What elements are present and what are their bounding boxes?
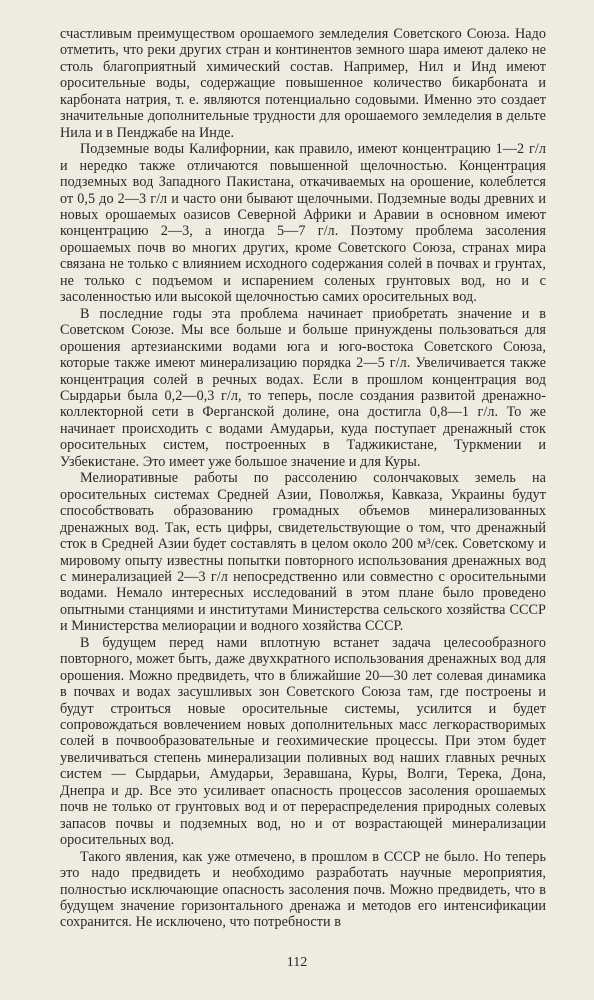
paragraph-2: Подземные воды Калифорнии, как правило, имеют концентрацию 1—2 г/л и нередко также отличаются повышенной щелочностью. Концентрация подземных вод Западного Пакистана, откачиваемых на орошение, колеблется от 0,5 до 2—3 г/л и часто они бывают щелочными. Подземные воды древних и новых орошаемых оазисов Северной Африки и Аравии в основном имеют концентрацию 2—3, а иногда 5—7 г/л. Поэтому проблема засоления орошаемых почв во многих других, кроме Советского Союза, странах мира связана не только с влиянием исходного содержания солей в почвах и грунтах, не только с подъемом и испарением соленых грунтовых вод, но и с засоленностью или высокой щелочностью самих оросительных вод.	[60, 141, 546, 306]
paragraph-4: Мелиоративные работы по рассолению солончаковых земель на оросительных системах Средней Азии, Поволжья, Кавказа, Украины будут способствовать образованию громадных объемов минерализованных дренажных вод. Так, есть цифры, свидетельствующие о том, что дренажный сток в Средней Азии будет составлять в целом около 200 м³/сек. Советскому и мировому опыту известны попытки повторного использования дренажных вод с минерализацией 2—3 г/л непосредственно или совместно с оросительными водами. Немало интересных исследований в этом плане было проведено опытными станциями и институтами Министерства сельского хозяйства СССР и Министерства мелиорации и водного хозяйства СССР.	[60, 470, 546, 635]
paragraph-5: В будущем перед нами вплотную встанет задача целесообразного повторного, может быть, даже двухкратного использования дренажных вод для орошения. Можно предвидеть, что в ближайшие 20—30 лет солевая динамика в почвах и водах засушливых зон Советского Союза там, где построены и будут строиться новые оросительные системы, усилится и будет сопровождаться вовлечением новых дополнительных масс легкорастворимых солей в почвообразовательные и геохимические процессы. При этом будет увеличиваться степень минерализации поливных вод наших главных речных систем — Сырдарьи, Амударьи, Зеравшана, Куры, Волги, Терека, Дона, Днепра и др. Все это усиливает опасность процессов засоления орошаемых почв не только от грунтовых вод и от перераспределения природных солевых запасов почвы и подземных вод, но и от возрастающей минерализации оросительных вод.	[60, 634, 546, 849]
paragraph-3: В последние годы эта проблема начинает приобретать значение и в Советском Союзе. Мы все больше и больше принуждены пользоваться для орошения артезианскими водами юга и юго-востока Советского Союза, которые также имеют минерализацию порядка 2—5 г/л. Увеличивается также концентрация солей в речных водах. Если в прошлом концентрация вод Сырдарьи была 0,2—0,3 г/л, то теперь, после создания развитой дренажно-коллекторной сети в Ферганской долине, она достигла 0,8—1 г/л. То же начинает происходить с водами Амударьи, куда поступает дренажный сток оросительных систем, построенных в Таджикистане, Туркмении и Узбекистане. Это имеет уже большое значение и для Куры.	[60, 305, 546, 470]
body-text	[60, 26, 546, 931]
paragraph-1: счастливым преимуществом орошаемого земледелия Советского Союза. Надо отметить, что реки других стран и континентов земного шара имеют далеко не столь благоприятный химический состав. Например, Нил и Инд имеют оросительные воды, содержащие повышенное количество бикарбоната и карбоната натрия, т. е. являются потенциально содовыми. Именно это создает значительные дополнительные трудности для орошаемого земледелия в дельте Нила и в Пенджабе на Инде.	[60, 26, 546, 141]
paragraph-6: Такого явления, как уже отмечено, в прошлом в СССР не было. Но теперь это надо предвидеть и необходимо разработать научные мероприятия, полностью исключающие опасность засоления почв. Можно предвидеть, что в будущем значение горизонтального дренажа и методов его интенсификации сохранится. Не исключено, что потребности в	[60, 848, 546, 931]
page-number: 112	[286, 955, 308, 970]
